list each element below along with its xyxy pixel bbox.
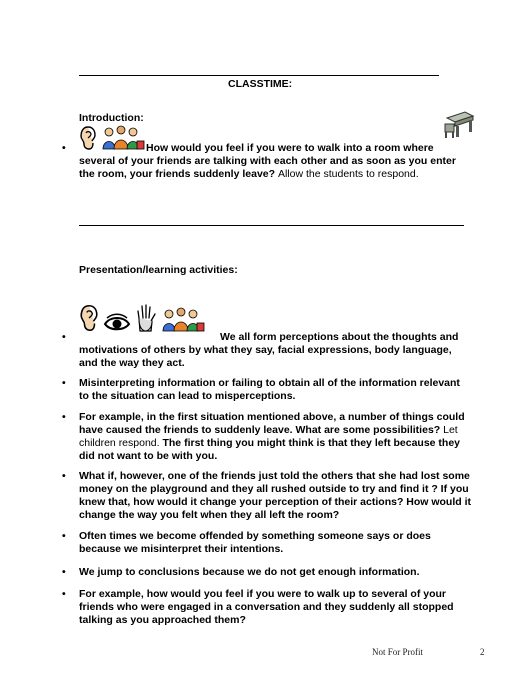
bullet-6: • [62, 588, 66, 600]
intro-paragraph [79, 142, 471, 181]
presentation-item-5 [79, 566, 471, 579]
bullet-4: • [62, 530, 66, 542]
bullet-2: • [62, 411, 66, 423]
presentation-item-2 [79, 411, 471, 463]
presentation-item-1 [79, 377, 471, 403]
item-6-bold: For example, how would you feel if you were to walk up to several of your friends who were engaged in a conversation and they suddenly all stopped talking as you approached them? [79, 588, 454, 626]
desk-chair-icon [443, 106, 477, 140]
bullet-0: • [62, 331, 66, 343]
introduction-heading: Introduction: [79, 112, 144, 124]
middle-rule [79, 225, 464, 226]
presentation-heading: Presentation/learning activities: [79, 264, 238, 276]
footer-text: Not For Profit [372, 647, 424, 657]
intro-bold-text: How would you feel if you were to walk into a room where several of your friends are talking with each other and as soon as you enter the room, your friends suddenly leave? [79, 142, 456, 180]
top-rule [79, 75, 439, 76]
bullet-3: • [62, 470, 66, 482]
item-4-bold: Often times we become offended by something someone says or does because we misinterpret their intentions. [79, 530, 431, 555]
classtime-title: CLASSTIME: [228, 78, 293, 90]
intro-plain-text: Allow the students to respond. [277, 168, 419, 180]
item-1-bold: Misinterpreting information or failing to obtain all of the information relevant to the situation can lead to misperceptions. [79, 377, 460, 402]
presentation-item-3 [79, 470, 471, 522]
page-number: 2 [480, 647, 485, 657]
bullet-1: • [62, 377, 66, 389]
item-0-bold: We all form perceptions about the thoughts and motivations of others by what they say, facial expressions, body language, and the way they act. [79, 331, 459, 369]
presentation-item-6 [79, 588, 471, 627]
presentation-item-4 [79, 530, 471, 556]
item-2-bold-2: The first thing you might think is that they left because they did not want to be with you. [79, 437, 461, 462]
item-5-bold: We jump to conclusions because we do not get enough information. [79, 566, 420, 578]
intro-bullet: • [62, 142, 66, 154]
item-2-bold: For example, in the first situation mentioned above, a number of things could have caused the friends to suddenly leave. What are some possibilities? [79, 411, 465, 436]
item-3-bold: What if, however, one of the friends just told the others that she had lost some money on the playground and they all rushed outside to try and find it ? If you knew that, how would it change your perception of their actions? How would it change the way you felt when they all left the room? [79, 470, 472, 521]
item-2-plain: Let children respond. [79, 424, 458, 449]
presentation-item-0 [79, 331, 471, 370]
bullet-5: • [62, 566, 66, 578]
